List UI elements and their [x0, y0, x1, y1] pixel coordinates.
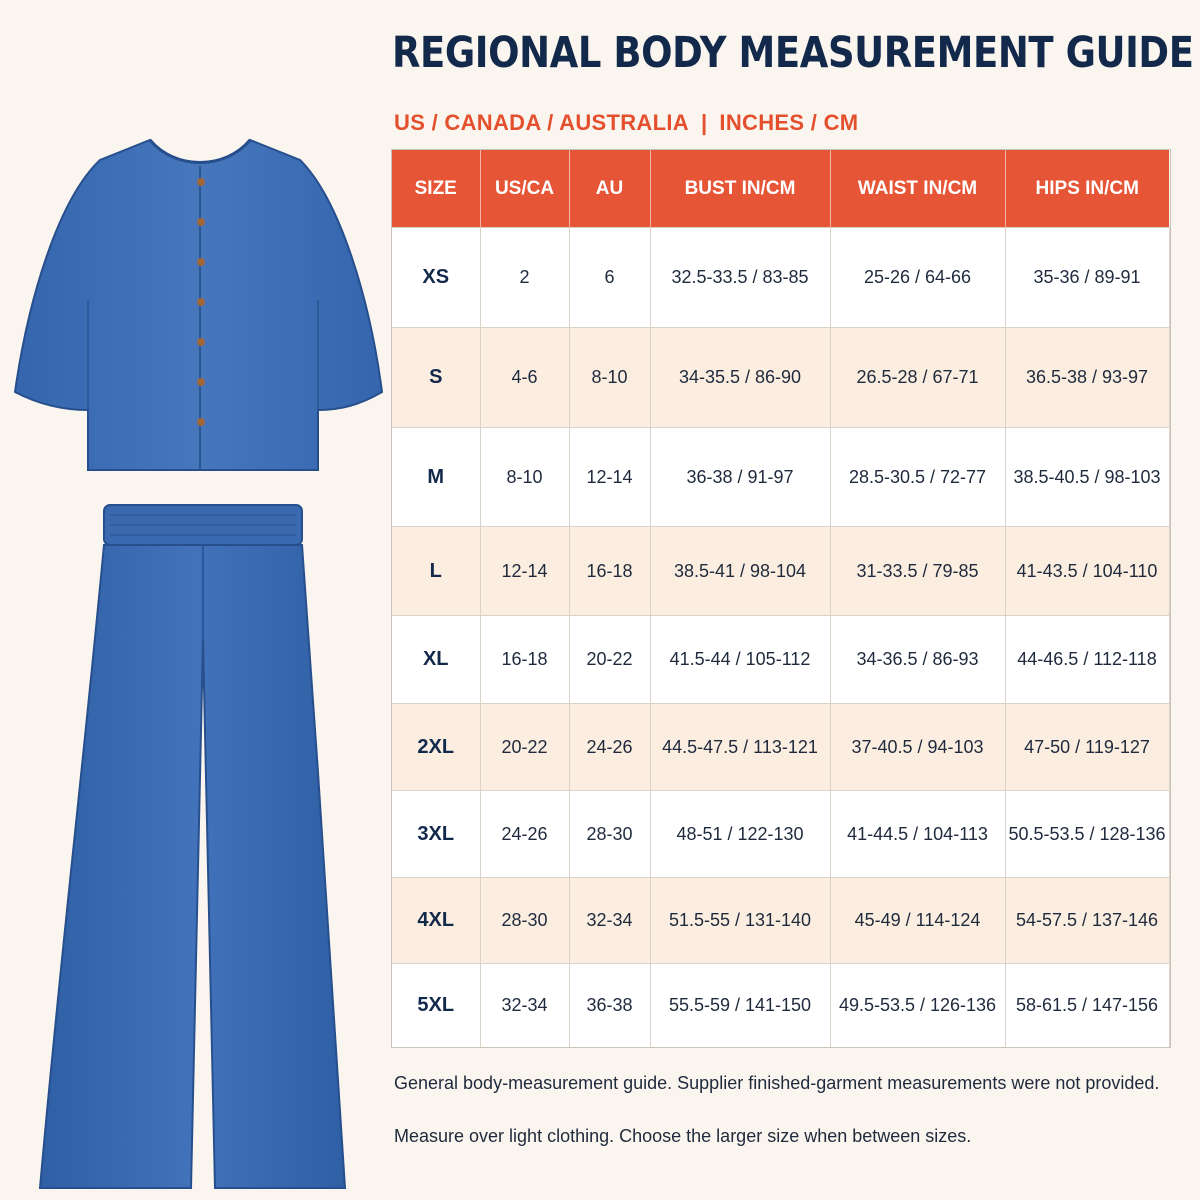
- cell-hips: 35-36 / 89-91: [1005, 228, 1169, 328]
- cell-bust: 55.5-59 / 141-150: [650, 964, 830, 1047]
- table-row: [392, 428, 1169, 527]
- table-row: [392, 791, 1169, 878]
- cell-bust: 44.5-47.5 / 113-121: [650, 704, 830, 791]
- cell-hips: 41-43.5 / 104-110: [1005, 527, 1169, 616]
- cell-us-ca: 2: [480, 228, 569, 328]
- table-row: [392, 878, 1169, 964]
- cell-size: 3XL: [392, 791, 480, 878]
- cell-bust: 32.5-33.5 / 83-85: [650, 228, 830, 328]
- cell-us-ca: 24-26: [480, 791, 569, 878]
- cell-au: 24-26: [569, 704, 650, 791]
- cell-us-ca: 32-34: [480, 964, 569, 1047]
- cell-size: 2XL: [392, 704, 480, 791]
- cell-waist: 25-26 / 64-66: [830, 228, 1005, 328]
- table-row: [392, 527, 1169, 616]
- cell-size: 5XL: [392, 964, 480, 1047]
- cell-us-ca: 16-18: [480, 616, 569, 704]
- cell-au: 32-34: [569, 878, 650, 964]
- footnote-measure-tip: Measure over light clothing. Choose the larger size when between sizes.: [394, 1126, 972, 1146]
- page-subtitle: [394, 110, 858, 136]
- cell-waist: 41-44.5 / 104-113: [830, 791, 1005, 878]
- cell-size: XL: [392, 616, 480, 704]
- cell-hips: 36.5-38 / 93-97: [1005, 328, 1169, 428]
- column-header-us-ca: US/CA: [480, 150, 569, 228]
- subtitle-units: INCHES / CM: [719, 110, 859, 135]
- cell-waist: 28.5-30.5 / 72-77: [830, 428, 1005, 527]
- column-header-bust: BUST IN/CM: [650, 150, 830, 228]
- cell-hips: 50.5-53.5 / 128-136: [1005, 791, 1169, 878]
- footnote-general: General body-measurement guide. Supplier finished-garment measurements were not provided.: [394, 1073, 1160, 1093]
- column-header-size: SIZE: [392, 150, 480, 228]
- cell-bust: 38.5-41 / 98-104: [650, 527, 830, 616]
- cell-au: 6: [569, 228, 650, 328]
- cell-au: 20-22: [569, 616, 650, 704]
- subtitle-regions: US / CANADA / AUSTRALIA: [394, 110, 689, 135]
- cell-size: 4XL: [392, 878, 480, 964]
- cell-au: 8-10: [569, 328, 650, 428]
- cell-hips: 47-50 / 119-127: [1005, 704, 1169, 791]
- table-row: [392, 616, 1169, 704]
- cell-bust: 34-35.5 / 86-90: [650, 328, 830, 428]
- table-row: [392, 328, 1169, 428]
- cell-size: S: [392, 328, 480, 428]
- cell-us-ca: 8-10: [480, 428, 569, 527]
- cell-au: 36-38: [569, 964, 650, 1047]
- table-header-row: [392, 150, 1169, 228]
- size-chart-table: [392, 150, 1170, 1047]
- cell-waist: 26.5-28 / 67-71: [830, 328, 1005, 428]
- denim-pants-icon: [40, 505, 345, 1188]
- subtitle-divider: |: [700, 110, 708, 135]
- denim-top-icon: [15, 140, 382, 470]
- product-illustration: [0, 130, 390, 1190]
- cell-bust: 48-51 / 122-130: [650, 791, 830, 878]
- cell-waist: 31-33.5 / 79-85: [830, 527, 1005, 616]
- column-header-waist: WAIST IN/CM: [830, 150, 1005, 228]
- cell-us-ca: 20-22: [480, 704, 569, 791]
- column-header-hips: HIPS IN/CM: [1005, 150, 1169, 228]
- cell-us-ca: 28-30: [480, 878, 569, 964]
- cell-us-ca: 12-14: [480, 527, 569, 616]
- cell-waist: 34-36.5 / 86-93: [830, 616, 1005, 704]
- cell-au: 12-14: [569, 428, 650, 527]
- cell-hips: 44-46.5 / 112-118: [1005, 616, 1169, 704]
- cell-size: L: [392, 527, 480, 616]
- cell-bust: 36-38 / 91-97: [650, 428, 830, 527]
- cell-hips: 54-57.5 / 137-146: [1005, 878, 1169, 964]
- cell-hips: 38.5-40.5 / 98-103: [1005, 428, 1169, 527]
- table-row: [392, 704, 1169, 791]
- cell-size: M: [392, 428, 480, 527]
- page-title: REGIONAL BODY MEASUREMENT GUIDE: [392, 28, 1194, 78]
- cell-bust: 51.5-55 / 131-140: [650, 878, 830, 964]
- cell-waist: 45-49 / 114-124: [830, 878, 1005, 964]
- cell-au: 28-30: [569, 791, 650, 878]
- table-row: [392, 228, 1169, 328]
- cell-size: XS: [392, 228, 480, 328]
- cell-au: 16-18: [569, 527, 650, 616]
- cell-hips: 58-61.5 / 147-156: [1005, 964, 1169, 1047]
- column-header-au: AU: [569, 150, 650, 228]
- table-row: [392, 964, 1169, 1047]
- cell-waist: 49.5-53.5 / 126-136: [830, 964, 1005, 1047]
- cell-us-ca: 4-6: [480, 328, 569, 428]
- cell-bust: 41.5-44 / 105-112: [650, 616, 830, 704]
- cell-waist: 37-40.5 / 94-103: [830, 704, 1005, 791]
